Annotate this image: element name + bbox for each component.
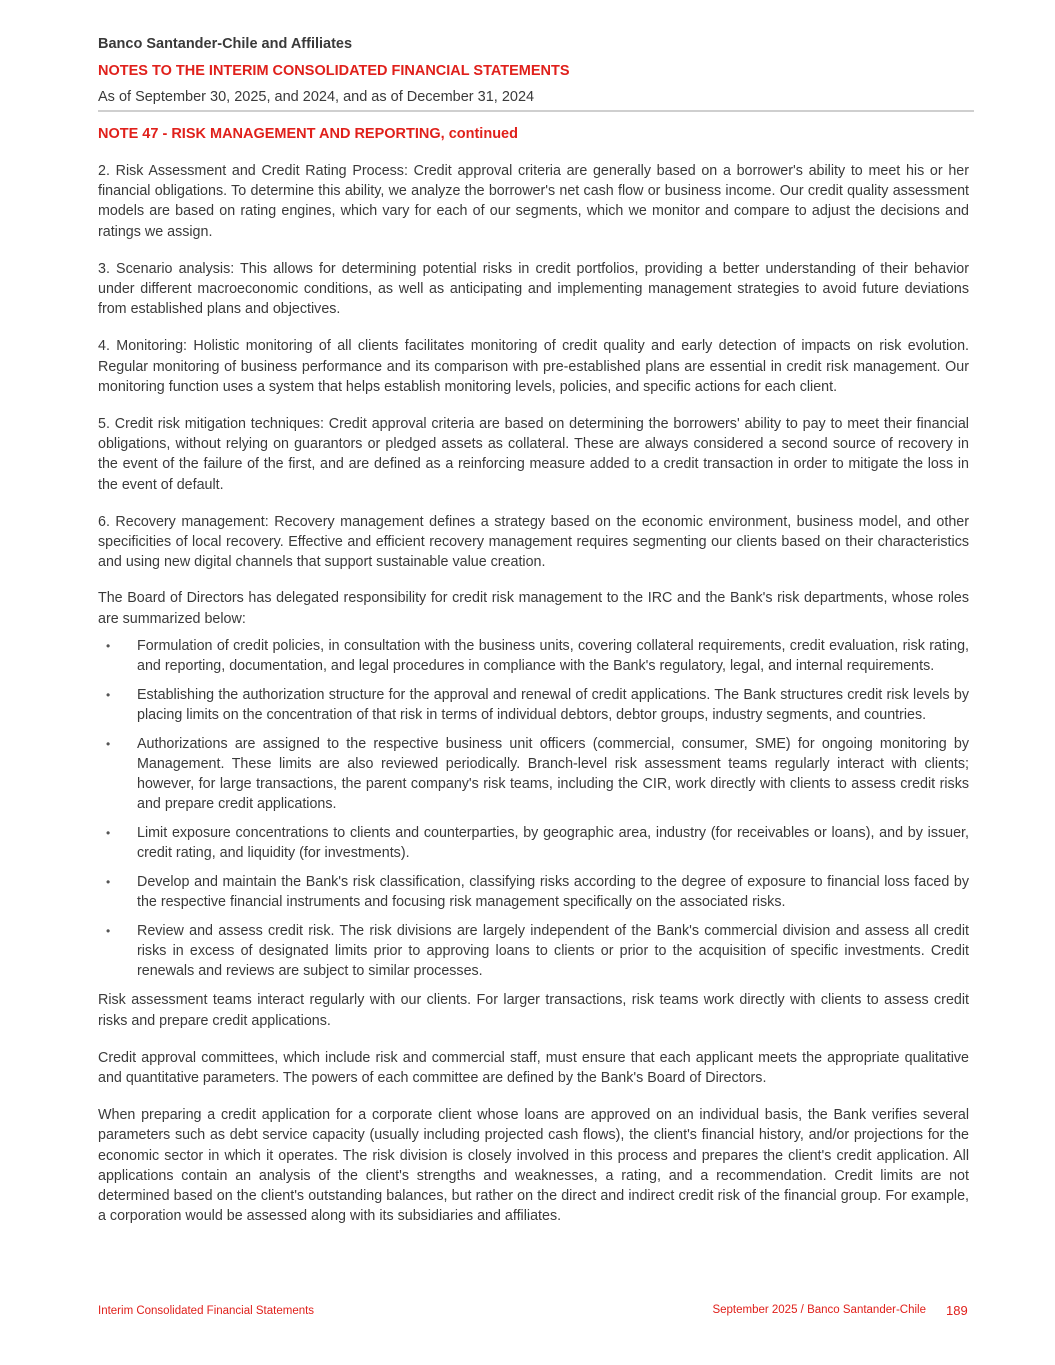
list-item-text: Establishing the authorization structure for the approval and renewal of credit applications. The Bank structures credit risk levels by placing limits on the concentration of that risk in terms of individual debtors, debtor groups, industry segments, and countries. — [137, 686, 969, 723]
footer-bank-name: Banco Santander-Chile — [807, 1304, 926, 1316]
list-item — [98, 823, 969, 863]
bullet-icon: • — [106, 923, 111, 938]
list-item-text: Limit exposure concentrations to clients and counterparties, by geographic area, industry (for receivables or loans), and by issuer, credit rating, and liquidity (for investments). — [137, 824, 969, 862]
footer-document-title: Interim Consolidated Financial Statements — [98, 1305, 315, 1317]
footer-date-bank — [712, 1304, 926, 1316]
paragraph-risk-teams: Risk assessment teams interact regularly with our clients. For larger transactions, risk teams work directly with clients to assess credit risks and prepare credit applications. — [98, 992, 969, 1029]
roles-list — [98, 636, 969, 982]
page-number: 189 — [946, 1303, 968, 1318]
list-item — [98, 636, 969, 676]
list-item — [98, 734, 969, 815]
bullet-icon: • — [106, 825, 111, 840]
bullet-icon: • — [106, 638, 111, 653]
list-item-text: Review and assess credit risk. The risk divisions are largely independent of the Bank's commercial division and assess all credit risks in excess of designated limits prior to approving loans to clients or prior to the acquisition of specific investments. Credit renewals and reviews are subject to similar processes. — [137, 922, 969, 980]
paragraph-scenario-analysis: 3. Scenario analysis: This allows for determining potential risks in credit portfolios, providing a better understanding of their behavior under different macroeconomic conditions, as well as anticipating and implementing management strategies to avoid future deviations from established plans and objectives. — [98, 260, 969, 318]
list-item — [98, 685, 969, 725]
as-of-date: As of September 30, 2025, and 2024, and as of December 31, 2024 — [98, 89, 535, 105]
list-item — [98, 921, 969, 982]
paragraph-credit-application: When preparing a credit application for a corporate client whose loans are approved on an individual basis, the Bank verifies several parameters such as debt service capacity (usually including projected cash flows), the client's financial history, and/or projections for the economic sector in which it operates. The risk division is closely involved in this process and prepares the client's credit application. All applications contain an analysis of the client's strengths and weaknesses, a rating, and a recommendation. Credit limits are not determined based on the client's outstanding balances, but rather on the direct and indirect credit risk of the financial group. For example, a corporation would be assessed along with its subsidiaries and affiliates. — [98, 1107, 969, 1225]
bullet-icon: • — [106, 736, 111, 751]
paragraph-mitigation: 5. Credit risk mitigation techniques: Credit approval criteria are based on determining the borrowers' ability to pay to meet their financial obligations, without relying on guarantors or pledged assets as collateral. These are always considered a second source of recovery in the event of the failure of the first, and are defined as a reinforcing measure added to a credit transaction in order to mitigate the loss in the event of default. — [98, 416, 969, 493]
footer-separator: / — [797, 1304, 808, 1316]
list-item-text: Authorizations are assigned to the respective business unit officers (commercial, consumer, SME) for ongoing monitoring by Management. These limits are also reviewed periodically. Branch-level risk assessment teams regularly interact with clients; however, for large transactions, the parent company's risk teams, including the CIR, work directly with clients to assess credit risks and prepare credit applications. — [137, 735, 969, 813]
footer-date: September 2025 — [712, 1304, 798, 1316]
paragraph-risk-assessment: 2. Risk Assessment and Credit Rating Process: Credit approval criteria are generally based on a borrower's ability to meet his or her financial obligations. To determine this ability, we analyze the borrower's net cash flow or business income. Our credit quality assessment models are based on rating engines, which vary for each of our segments, which we monitor and compare to adjust the decisions and ratings we assign. — [98, 163, 969, 240]
paragraph-recovery: 6. Recovery management: Recovery management defines a strategy based on the economic environment, business model, and other specificities of local recovery. Effective and efficient recovery management requires segmenting our clients based on their characteristics and using new digital channels that support sustainable value creation. — [98, 513, 969, 571]
paragraph-monitoring: 4. Monitoring: Holistic monitoring of all clients facilitates monitoring of credit quality and early detection of impacts on risk evolution. Regular monitoring of business performance and its comparison with pre-established plans are essential in credit risk management. Our monitoring function uses a system that helps establish monitoring levels, policies, and specific actions for each client. — [98, 338, 969, 395]
section-title: NOTE 47 - RISK MANAGEMENT AND REPORTING, continued — [98, 126, 518, 142]
paragraph-board-delegation: The Board of Directors has delegated responsibility for credit risk management to the IRC and the Bank's risk departments, whose roles are summarized below: — [98, 590, 969, 627]
list-item-text: Formulation of credit policies, in consultation with the business units, covering collateral requirements, credit evaluation, risk rating, and reporting, documentation, and legal procedures in compliance with the Bank's regulatory, legal, and internal requirements. — [137, 637, 969, 675]
page-body — [98, 34, 969, 1226]
bullet-icon: • — [106, 874, 111, 889]
notes-title: NOTES TO THE INTERIM CONSOLIDATED FINANCIAL STATEMENTS — [98, 63, 570, 79]
list-item — [98, 872, 969, 912]
header-divider — [98, 110, 974, 112]
company-name: Banco Santander-Chile and Affiliates — [98, 36, 353, 52]
paragraph-approval-committees: Credit approval committees, which include risk and commercial staff, must ensure that each applicant meets the appropriate qualitative and quantitative parameters. The powers of each committee are defined by the Bank's Board of Directors. — [98, 1049, 969, 1087]
bullet-icon: • — [106, 687, 111, 702]
list-item-text: Develop and maintain the Bank's risk classification, classifying risks according to the degree of exposure to financial loss faced by the respective financial instruments and focusing risk management specifically on the associated risks. — [137, 873, 969, 911]
